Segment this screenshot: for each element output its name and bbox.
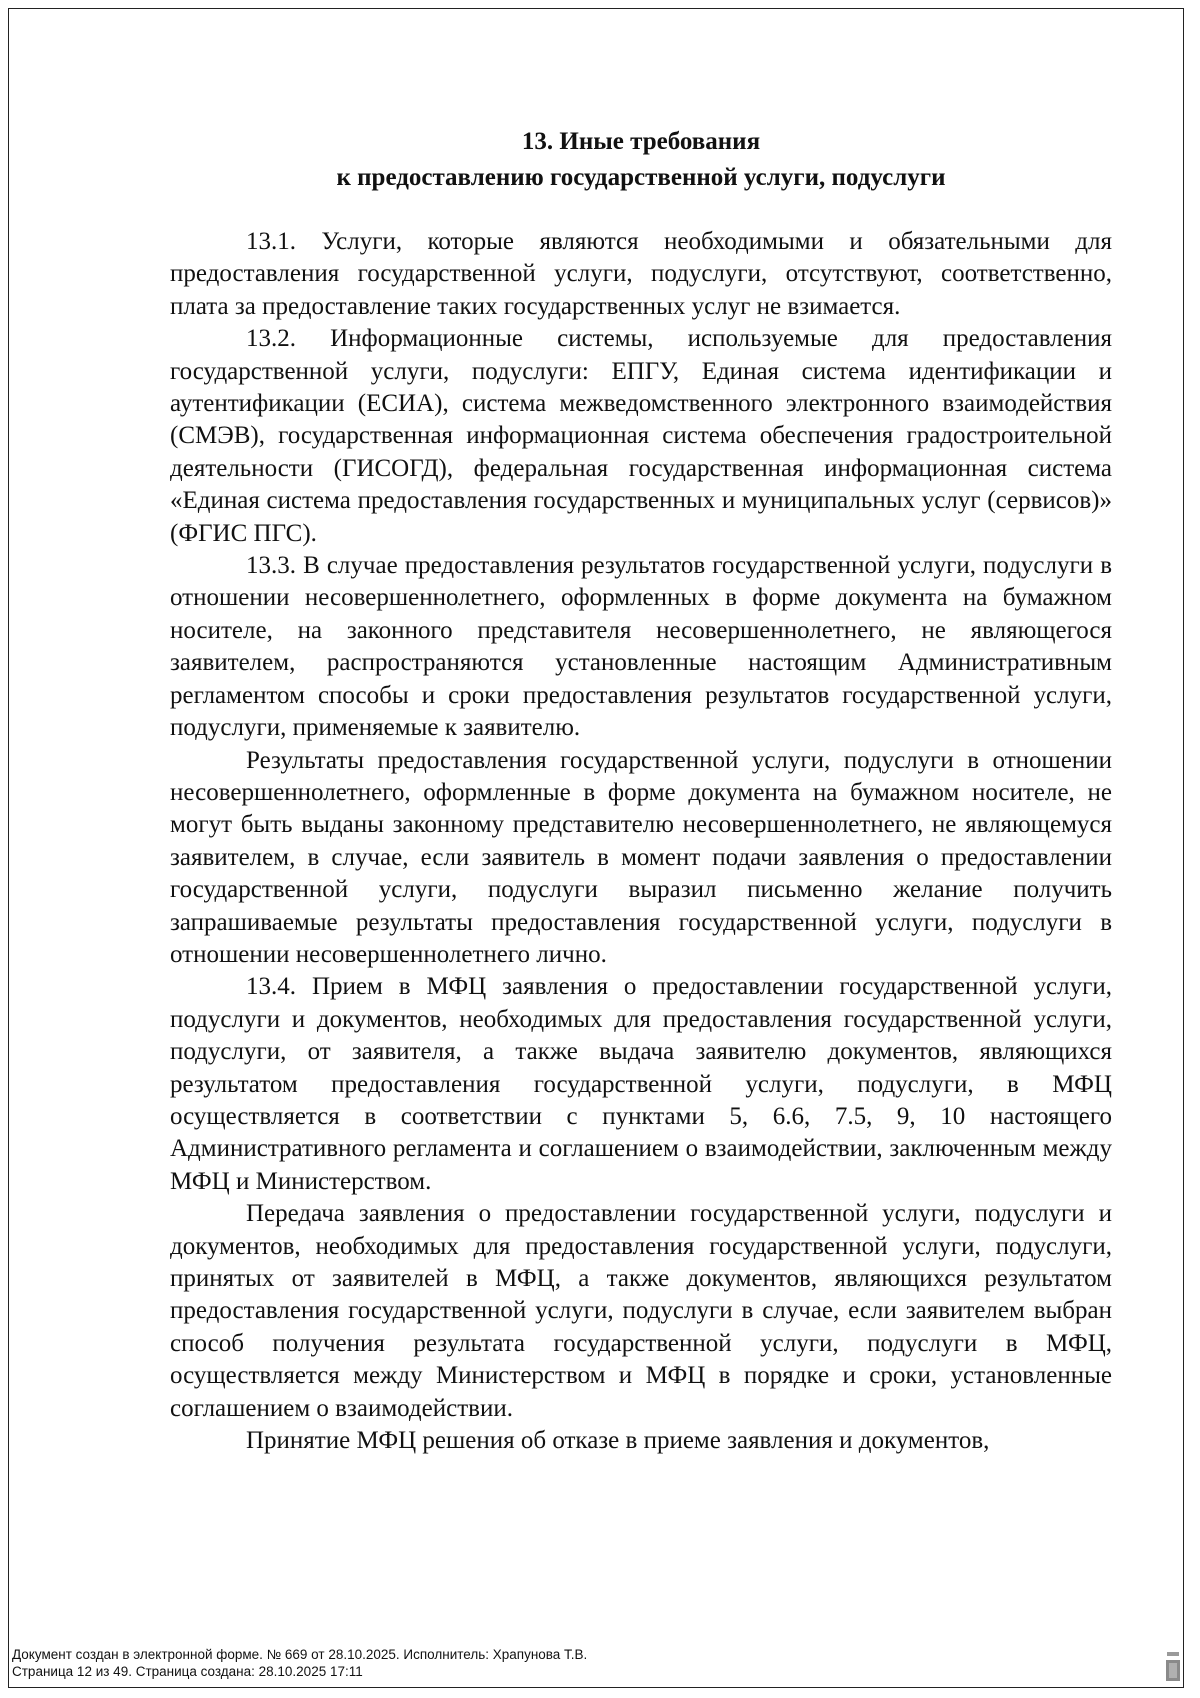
paragraph-13-3-results: Результаты предоставления государственной услуги, подуслуги в отношении несовершеннолетнего, оформленные в форме документа на бумажном носителе, не могут быть выданы законному представителю несовершеннолетнего, не являющемуся заявителем, в случае, если заявитель в момент подачи заявления о предоставлении государственной услуги, подуслуги выразил письменно желание получить запрашиваемые результаты предоставления государственной услуги, подуслуги в отношении несовершеннолетнего лично. — [170, 746, 1112, 968]
paragraph-13-2: 13.2. Информационные системы, используемые для предоставления государственной услуги, подуслуги: ЕПГУ, Единая система идентификации и аутентификации (ЕСИА), система межведомственного электронного взаимодействия (СМЭВ), государственная информационная система обеспечения градостроительной деятельности (ГИСОГД), федеральная государственная информационная система «Единая система предоставления государственных и муниципальных услуг (сервисов)» (ФГИС ПГС). — [170, 325, 1112, 547]
paragraph-13-3: 13.3. В случае предоставления результатов государственной услуги, подуслуги в отношении несовершеннолетнего, оформленных в форме документа на бумажном носителе, на законного представителя несовершеннолетнего, не являющегося заявителем, распространяются установленные настоящим Административным регламентом способы и сроки предоставления результатов государственной услуги, подуслуги, применяемые к заявителю. — [170, 552, 1112, 742]
section-heading — [170, 124, 1112, 196]
heading-line-1: 13. Иные требования — [521, 128, 761, 155]
footer-stamp-icon — [1166, 1652, 1180, 1682]
paragraph-13-1: 13.1. Услуги, которые являются необходимыми и обязательными для предоставления государственной услуги, подуслуги, отсутствуют, соответственно, плата за предоставление таких государственных услуг не взимается. — [170, 228, 1112, 320]
footer-line-2: Страница 12 из 49. Страница создана: 28.10.2025 17:11 — [12, 1664, 363, 1679]
footer-line-1: Документ создан в электронной форме. № 669 от 28.10.2025. Исполнитель: Храпунова Т.В. — [12, 1647, 588, 1662]
heading-line-2: к предоставлению государственной услуги, подуслуги — [336, 164, 946, 191]
document-footer — [12, 1646, 1112, 1680]
paragraph-13-4-transfer: Передача заявления о предоставлении государственной услуги, подуслуги и документов, необходимых для предоставления государственной услуги, подуслуги, принятых от заявителей в МФЦ, а также документов, являющихся результатом предоставления государственной услуги, подуслуги в случае, если заявителем выбран способ получения результата государственной услуги, подуслуги в МФЦ, осуществляется между Министерством и МФЦ в порядке и сроки, установленные соглашением о взаимодействии. — [170, 1200, 1112, 1422]
paragraph-13-4-refusal: Принятие МФЦ решения об отказе в приеме заявления и документов, — [246, 1427, 990, 1455]
paragraph-13-4: 13.4. Прием в МФЦ заявления о предоставлении государственной услуги, подуслуги и документов, необходимых для предоставления государственной услуги, подуслуги, от заявителя, а также выдача заявителю документов, являющихся результатом предоставления государственной услуги, подуслуги, в МФЦ осуществляется в соответствии с пунктами 5, 6.6, 7.5, 9, 10 настоящего Административного регламента и соглашением о взаимодействии, заключенным между МФЦ и Министерством. — [170, 973, 1112, 1195]
document-body — [170, 226, 1112, 1457]
